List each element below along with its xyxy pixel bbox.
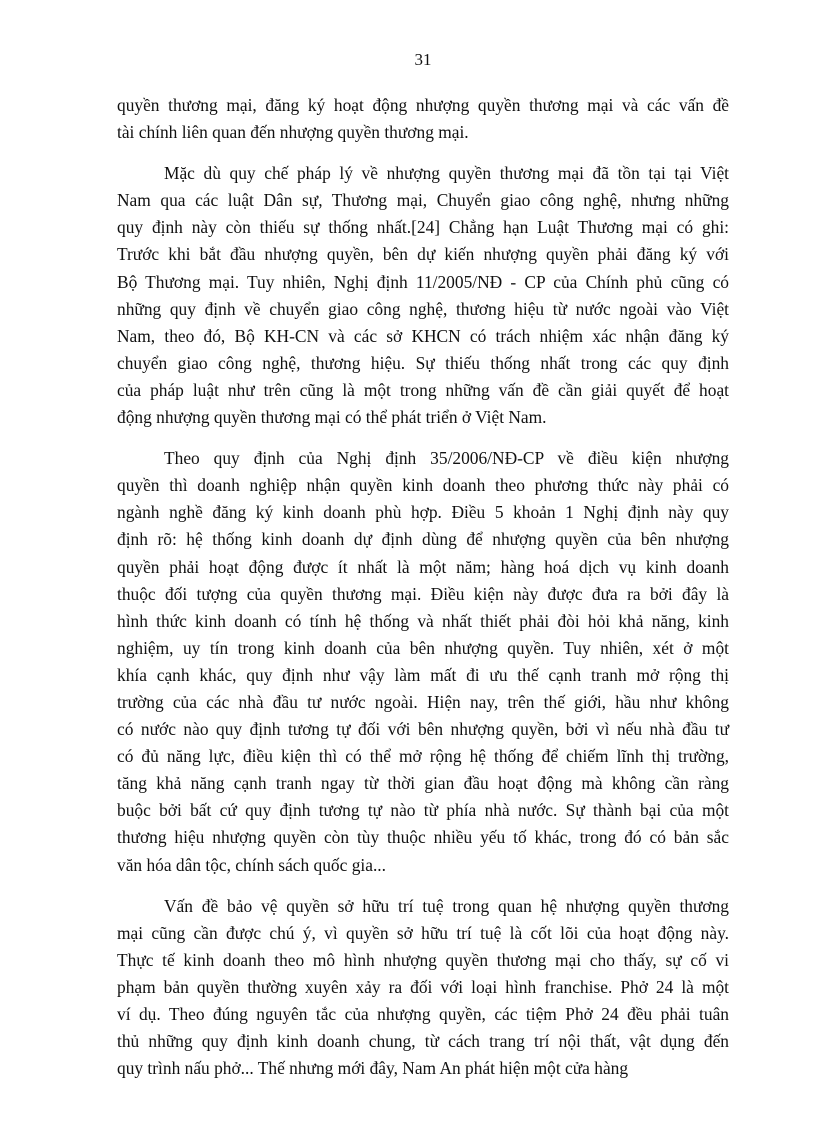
text-line: khía cạnh khác, quy định như vậy làm mất đi ưu thế cạnh tranh mở rộng thị: [117, 664, 729, 685]
text-line: hình thức kinh doanh có tính hệ thống và nhất thiết phải đòi hỏi khả năng, kinh: [117, 610, 729, 631]
text-line: quyền thương mại, đăng ký hoạt động nhượng quyền thương mại và các vấn đề: [117, 95, 729, 115]
text-line: định rõ: hệ thống kinh doanh dự định dùng để nhượng quyền của bên nhượng: [117, 529, 729, 550]
text-line: Mặc dù quy chế pháp lý về nhượng quyền thương mại đã tồn tại tại Việt: [164, 163, 729, 184]
text-line: Bộ Thương mại. Tuy nhiên, Nghị định 11/2005/NĐ - CP của Chính phủ cũng có: [117, 271, 729, 292]
text-line: Theo quy định của Nghị định 35/2006/NĐ-CP về điều kiện nhượng: [164, 448, 729, 469]
text-line: quy trình nấu phở... Thế nhưng mới đây, Nam An phát hiện một cửa hàng: [117, 1058, 629, 1079]
text-line: Thực tế kinh doanh theo mô hình nhượng quyền thương mại cho thấy, sự cố vi: [117, 949, 729, 970]
text-line: có đủ năng lực, điều kiện thì có thể mở rộng hệ thống để chiếm lĩnh thị trường,: [117, 746, 729, 767]
text-line: những quy định về chuyển giao công nghệ, thương hiệu từ nước ngoài vào Việt: [117, 298, 729, 319]
text-line: trường của các nhà đầu tư nước ngoài. Hiện nay, trên thế giới, hầu như không: [117, 691, 729, 712]
text-line: nghiệm, uy tín trong kinh doanh của bên nhượng quyền. Tuy nhiên, xét ở một: [117, 637, 729, 658]
document-body: [117, 92, 729, 1082]
paragraph: [117, 92, 729, 146]
text-line: buộc bởi bất cứ quy định tương tự nào từ phía nhà nước. Sự thành bại của một: [117, 800, 729, 821]
text-line: văn hóa dân tộc, chính sách quốc gia...: [117, 854, 386, 875]
text-line: ngành nghề đăng ký kinh doanh phù hợp. Điều 5 khoản 1 Nghị định này quy: [117, 502, 729, 523]
text-line: thuộc đối tượng của quyền thương mại. Điều kiện này được đưa ra bởi đây là: [117, 583, 729, 604]
text-line: có nước nào quy định tương tự đối với bên nhượng quyền, bởi vì nếu nhà đầu tư: [117, 719, 729, 740]
text-line: Vấn đề bảo vệ quyền sở hữu trí tuệ trong quan hệ nhượng quyền thương: [164, 895, 729, 916]
text-line: của pháp luật như trên cũng là một trong những vấn đề cần giải quyết để hoạt: [117, 379, 729, 400]
text-line: chuyển giao công nghệ, thương hiệu. Sự thiếu thống nhất trong các quy định: [117, 352, 729, 373]
text-line: quyền thì doanh nghiệp nhận quyền kinh doanh theo phương thức này phải có: [117, 475, 729, 496]
paragraph: [117, 445, 729, 879]
text-line: quyền phải hoạt động được ít nhất là một năm; hàng hoá dịch vụ kinh doanh: [117, 556, 729, 577]
text-line: Trước khi bắt đầu nhượng quyền, bên dự kiến nhượng quyền phải đăng ký với: [117, 244, 729, 265]
text-line: tài chính liên quan đến nhượng quyền thương mại.: [117, 122, 469, 143]
text-line: Nam, theo đó, Bộ KH-CN và các sở KHCN có trách nhiệm xác nhận đăng ký: [117, 325, 729, 346]
text-line: tăng khả năng cạnh tranh ngay từ thời gian đầu hoạt động mà không cần ràng: [117, 773, 729, 794]
text-line: Nam qua các luật Dân sự, Thương mại, Chuyển giao công nghệ, nhưng những: [117, 190, 729, 211]
paragraph: [117, 893, 729, 1083]
page-number: 31: [414, 50, 432, 69]
text-line: quy định này còn thiếu sự thống nhất.[24] Chẳng hạn Luật Thương mại có ghi:: [117, 217, 729, 238]
text-line: thương hiệu nhượng quyền còn tùy thuộc nhiều yếu tố khác, trong đó có bản sắc: [117, 827, 729, 848]
text-line: thủ những quy định kinh doanh chung, từ cách trang trí nội thất, vật dụng đến: [117, 1031, 729, 1052]
paragraph: [117, 160, 729, 431]
text-line: phạm bản quyền thường xuyên xảy ra đối với loại hình franchise. Phở 24 là một: [117, 976, 729, 997]
text-line: động nhượng quyền thương mại có thể phát triển ở Việt Nam.: [117, 407, 547, 428]
text-line: ví dụ. Theo đúng nguyên tắc của nhượng quyền, các tiệm Phở 24 đều phải tuân: [117, 1004, 729, 1024]
text-line: mại cũng cần được chú ý, vì quyền sở hữu trí tuệ là cốt lõi của hoạt động này.: [117, 922, 729, 943]
